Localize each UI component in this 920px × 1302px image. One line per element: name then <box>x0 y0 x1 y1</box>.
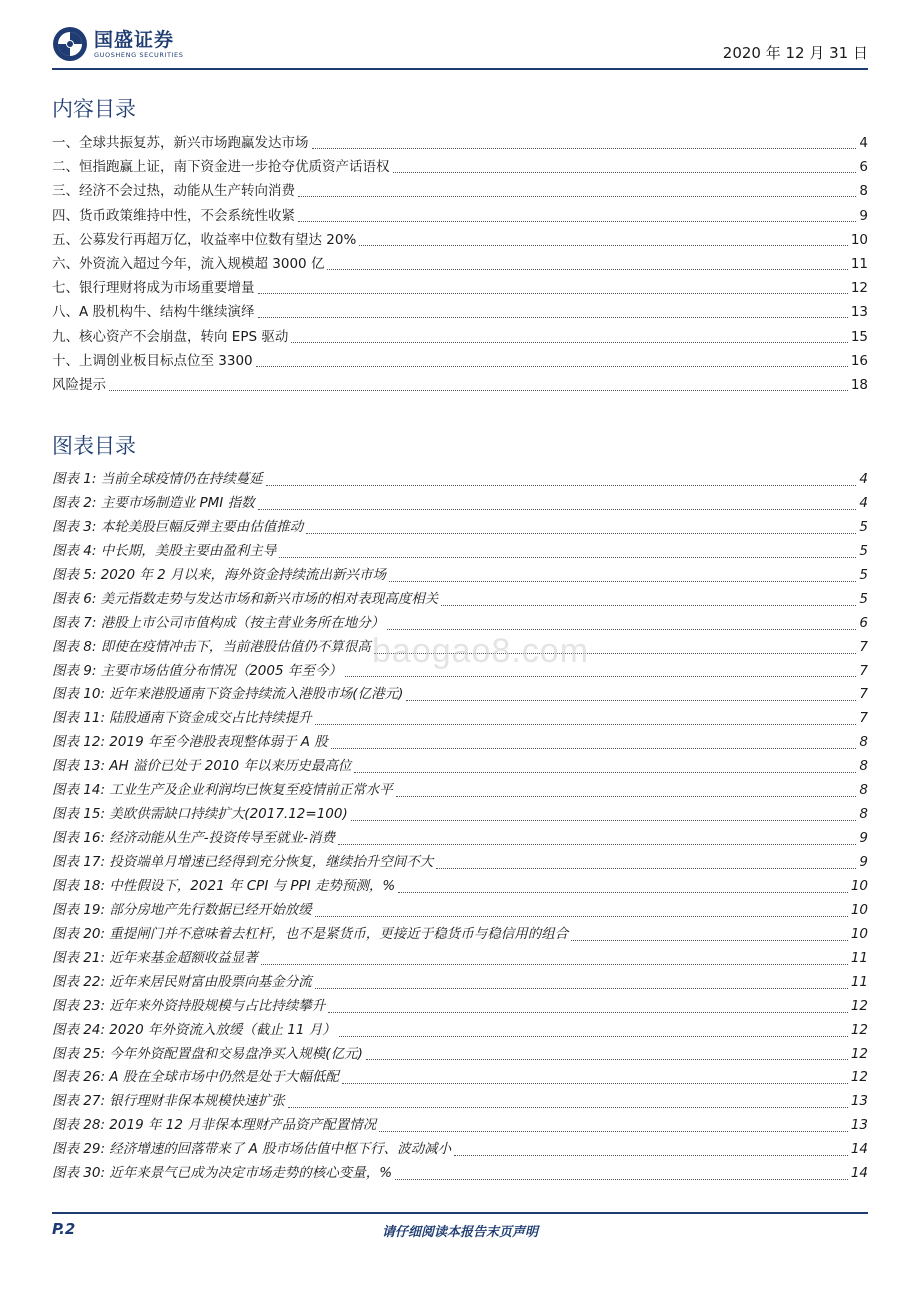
figure-entry-title: 图表 24: 2020 年外资流入放缓（截止 11 月） <box>52 1021 336 1038</box>
dot-leader <box>454 1154 848 1156</box>
dot-leader <box>359 244 848 246</box>
figure-entry-page: 6 <box>859 614 868 631</box>
dot-leader <box>315 987 848 989</box>
figure-entry-title: 图表 16: 经济动能从生产-投资传导至就业-消费 <box>52 830 336 847</box>
page-number: P.2 <box>52 1220 76 1238</box>
figure-entry-title: 图表 1: 当前全球疫情仍在持续蔓延 <box>52 471 263 487</box>
figure-entry-title: 图表 5: 2020 年 2 月以来，海外资金持续流出新兴市场 <box>52 566 387 583</box>
figure-entry[interactable] <box>52 731 868 755</box>
figure-entry-title: 图表 12: 2019 年至今港股表现整体弱于 A 股 <box>52 734 328 751</box>
figure-entry-title: 图表 2: 主要市场制造业 PMI 指数 <box>52 494 255 511</box>
dot-leader <box>338 843 856 845</box>
figure-entry[interactable] <box>52 683 868 707</box>
figure-entry-page: 4 <box>859 494 868 511</box>
figure-entry-title: 图表 3: 本轮美股巨幅反弹主要由估值推动 <box>52 518 304 535</box>
dot-leader <box>389 580 856 582</box>
contents-entry[interactable] <box>52 276 868 300</box>
figure-entry-page: 12 <box>850 1045 868 1062</box>
figure-entry[interactable] <box>52 1019 868 1043</box>
figure-entry-title: 图表 17: 投资端单月增速已经得到充分恢复，继续抬升空间不大 <box>52 854 434 870</box>
footer-divider <box>52 1212 868 1214</box>
dot-leader <box>258 292 848 294</box>
contents-entry-page: 11 <box>850 255 868 272</box>
contents-entry[interactable] <box>52 300 868 324</box>
figure-entry[interactable] <box>52 923 868 947</box>
figure-entry[interactable] <box>52 851 868 875</box>
figure-entry-title: 图表 11: 陆股通南下资金成交占比持续提升 <box>52 710 312 727</box>
dot-leader <box>298 220 856 222</box>
contents-title: 内容目录 <box>52 97 136 121</box>
figure-entry[interactable] <box>52 755 868 779</box>
figure-entry-page: 8 <box>859 758 868 775</box>
contents-entry[interactable] <box>52 228 868 252</box>
figures-list <box>52 468 868 1186</box>
header-divider <box>52 68 868 70</box>
figure-entry-title: 图表 18: 中性假设下，2021 年 CPI 与 PPI 走势预测，% <box>52 877 396 894</box>
contents-entry-page: 16 <box>850 352 868 369</box>
figure-entry-title: 图表 27: 银行理财非保本规模快速扩张 <box>52 1093 285 1110</box>
contents-entry[interactable] <box>52 252 868 276</box>
figure-entry-title: 图表 28: 2019 年 12 月非保本理财产品资产配置情况 <box>52 1117 377 1134</box>
dot-leader <box>339 1035 848 1037</box>
contents-entry-title: 七、银行理财将成为市场重要增量 <box>52 280 255 297</box>
dot-leader <box>398 891 848 893</box>
dot-leader <box>395 1178 848 1180</box>
figure-entry-page: 10 <box>850 901 868 918</box>
contents-entry-title: 四、货币政策维持中性，不会系统性收紧 <box>52 207 295 224</box>
dot-leader <box>312 147 857 149</box>
figure-entry-page: 7 <box>859 710 868 727</box>
figure-entry-page: 4 <box>859 471 868 487</box>
figure-entry-title: 图表 23: 近年来外资持股规模与占比持续攀升 <box>52 997 326 1014</box>
figure-entry-title: 图表 10: 近年来港股通南下资金持续流入港股市场(亿港元) <box>52 686 404 703</box>
figure-entry-title: 图表 29: 经济增速的回落带来了 A 股市场估值中枢下行、波动减小 <box>52 1141 452 1158</box>
logo-mark-icon <box>52 26 88 62</box>
figure-entry-page: 5 <box>859 590 868 607</box>
dot-leader <box>379 1130 848 1132</box>
dot-leader <box>328 1011 848 1013</box>
dot-leader <box>315 915 848 917</box>
contents-entry-page: 15 <box>850 328 868 345</box>
figure-entry[interactable] <box>52 707 868 731</box>
figure-entry-title: 图表 25: 今年外资配置盘和交易盘净买入规模(亿元) <box>52 1045 363 1062</box>
contents-entry[interactable] <box>52 179 868 203</box>
figure-entry-title: 图表 21: 近年来基金超额收益显著 <box>52 949 258 966</box>
footer-disclaimer: 请仔细阅读本报告末页声明 <box>381 1225 538 1240</box>
page-header <box>52 26 868 70</box>
figure-entry-page: 12 <box>850 997 868 1014</box>
figures-title: 图表目录 <box>52 434 136 458</box>
contents-entry-page: 6 <box>859 159 868 176</box>
dot-leader <box>258 508 857 510</box>
brand-name-en: GUOSHENG SECURITIES <box>94 51 184 59</box>
figure-entry[interactable] <box>52 827 868 851</box>
figure-entry[interactable] <box>52 995 868 1019</box>
dot-leader <box>354 771 856 773</box>
figure-entry[interactable] <box>52 971 868 995</box>
dot-leader <box>279 556 856 558</box>
dot-leader <box>351 819 857 821</box>
report-date: 2020 年 12 月 31 日 <box>722 44 868 62</box>
contents-entry-page: 12 <box>850 280 868 297</box>
contents-entry-title: 风险提示 <box>52 376 106 393</box>
dot-leader <box>441 604 856 606</box>
dot-leader <box>387 628 856 630</box>
figure-entry-page: 5 <box>859 518 868 535</box>
figure-entry-page: 11 <box>850 949 868 966</box>
contents-entry-title: 一、全球共振复苏，新兴市场跑赢发达市场 <box>52 135 309 151</box>
contents-entry-title: 九、核心资产不会崩盘，转向 EPS 驱动 <box>52 328 289 345</box>
figure-entry-page: 7 <box>859 686 868 703</box>
watermark: baogao8.com <box>372 632 590 670</box>
dot-leader <box>342 1082 848 1084</box>
figure-entry[interactable] <box>52 779 868 803</box>
figure-entry[interactable] <box>52 588 868 612</box>
figure-entry[interactable] <box>52 492 868 516</box>
contents-entry[interactable] <box>52 373 868 397</box>
figure-entry[interactable] <box>52 1114 868 1138</box>
figure-entry[interactable] <box>52 899 868 923</box>
figure-entry-page: 10 <box>850 925 868 942</box>
figure-entry-title: 图表 26: A 股在全球市场中仍然是处于大幅低配 <box>52 1069 339 1086</box>
dot-leader <box>393 171 857 173</box>
contents-entry[interactable] <box>52 155 868 179</box>
dot-leader <box>331 747 857 749</box>
figure-entry-page: 7 <box>859 638 868 655</box>
figure-entry-page: 9 <box>859 830 868 847</box>
dot-leader <box>436 867 856 869</box>
figure-entry-page: 5 <box>859 566 868 583</box>
figure-entry-title: 图表 19: 部分房地产先行数据已经开始放缓 <box>52 901 312 918</box>
contents-entry[interactable] <box>52 325 868 349</box>
contents-entry-page: 18 <box>850 376 868 393</box>
contents-entry-page: 8 <box>859 183 868 200</box>
dot-leader <box>298 195 856 197</box>
contents-entry-title: 五、公募发行再超万亿，收益率中位数有望达 20% <box>52 231 357 248</box>
figure-entry-page: 13 <box>850 1117 868 1134</box>
contents-entry[interactable] <box>52 131 868 155</box>
dot-leader <box>345 675 857 677</box>
contents-entry[interactable] <box>52 349 868 373</box>
dot-leader <box>266 484 857 486</box>
figure-entry-page: 10 <box>850 877 868 894</box>
contents-entry-title: 六、外资流入超过今年，流入规模超 3000 亿 <box>52 255 325 272</box>
figure-entry[interactable] <box>52 516 868 540</box>
contents-entry[interactable] <box>52 204 868 228</box>
figure-entry-page: 12 <box>850 1021 868 1038</box>
figure-entry[interactable] <box>52 564 868 588</box>
figure-entry-title: 图表 4: 中长期，美股主要由盈利主导 <box>52 542 277 559</box>
contents-entry-title: 二、恒指跑赢上证，南下资金进一步抢夺优质资产话语权 <box>52 159 390 176</box>
contents-entry-page: 9 <box>859 207 868 224</box>
figure-entry[interactable] <box>52 468 868 492</box>
figure-entry-title: 图表 9: 主要市场估值分布情况（2005 年至今） <box>52 662 342 679</box>
figure-entry-title: 图表 13: AH 溢价已处于 2010 年以来历史最高位 <box>52 758 352 775</box>
figure-entry-title: 图表 15: 美欧供需缺口持续扩大(2017.12=100) <box>52 806 348 823</box>
dot-leader <box>306 532 856 534</box>
figure-entry[interactable] <box>52 1138 868 1162</box>
brand-name-cn: 国盛证券 <box>94 29 175 51</box>
dot-leader <box>366 1058 848 1060</box>
figure-entry[interactable] <box>52 1066 868 1090</box>
dot-leader <box>261 963 848 965</box>
dot-leader <box>396 795 857 797</box>
figure-entry[interactable] <box>52 540 868 564</box>
figure-entry-page: 8 <box>859 806 868 823</box>
figure-entry-page: 7 <box>859 662 868 679</box>
figure-entry-page: 12 <box>850 1069 868 1086</box>
figure-entry-title: 图表 7: 港股上市公司市值构成（按主营业务所在地分） <box>52 614 385 631</box>
figure-entry-page: 11 <box>850 973 868 990</box>
figure-entry-title: 图表 8: 即使在疫情冲击下，当前港股估值仍不算很高 <box>52 638 371 655</box>
contents-entry-title: 十、上调创业板目标点位至 3300 <box>52 352 253 369</box>
contents-entry-page: 13 <box>850 304 868 321</box>
dot-leader <box>258 316 848 318</box>
figure-entry-page: 14 <box>850 1165 868 1182</box>
figure-entry-page: 13 <box>850 1093 868 1110</box>
figure-entry[interactable] <box>52 947 868 971</box>
contents-entry-page: 4 <box>859 135 868 151</box>
figure-entry-title: 图表 30: 近年来景气已成为决定市场走势的核心变量，% <box>52 1165 393 1182</box>
contents-entry-title: 三、经济不会过热，动能从生产转向消费 <box>52 183 295 200</box>
contents-list <box>52 131 868 397</box>
figure-entry-title: 图表 6: 美元指数走势与发达市场和新兴市场的相对表现高度相关 <box>52 590 439 607</box>
figure-entry-title: 图表 22: 近年来居民财富由股票向基金分流 <box>52 973 312 990</box>
figure-entry-page: 5 <box>859 542 868 559</box>
figure-entry[interactable] <box>52 1162 868 1186</box>
figure-entry[interactable] <box>52 1090 868 1114</box>
figure-entry-page: 14 <box>850 1141 868 1158</box>
figure-entry[interactable] <box>52 875 868 899</box>
dot-leader <box>406 699 856 701</box>
contents-entry-page: 10 <box>850 231 868 248</box>
figure-entry[interactable] <box>52 1043 868 1067</box>
dot-leader <box>571 939 848 941</box>
dot-leader <box>327 268 847 270</box>
dot-leader <box>288 1106 848 1108</box>
dot-leader <box>109 389 848 391</box>
dot-leader <box>256 365 848 367</box>
contents-entry-title: 八、A 股机构牛、结构牛继续演绎 <box>52 304 255 321</box>
figure-entry-page: 9 <box>859 854 868 870</box>
figure-entry[interactable] <box>52 803 868 827</box>
figure-entry-page: 8 <box>859 734 868 751</box>
brand-logo <box>52 26 183 62</box>
dot-leader <box>291 341 847 343</box>
figure-entry-title: 图表 14: 工业生产及企业利润均已恢复至疫情前正常水平 <box>52 782 393 799</box>
figure-entry-page: 8 <box>859 782 868 799</box>
figure-entry-title: 图表 20: 重提闸门并不意味着去杠杆，也不是紧货币，更接近于稳货币与稳信用的组合 <box>52 925 569 942</box>
dot-leader <box>315 723 857 725</box>
